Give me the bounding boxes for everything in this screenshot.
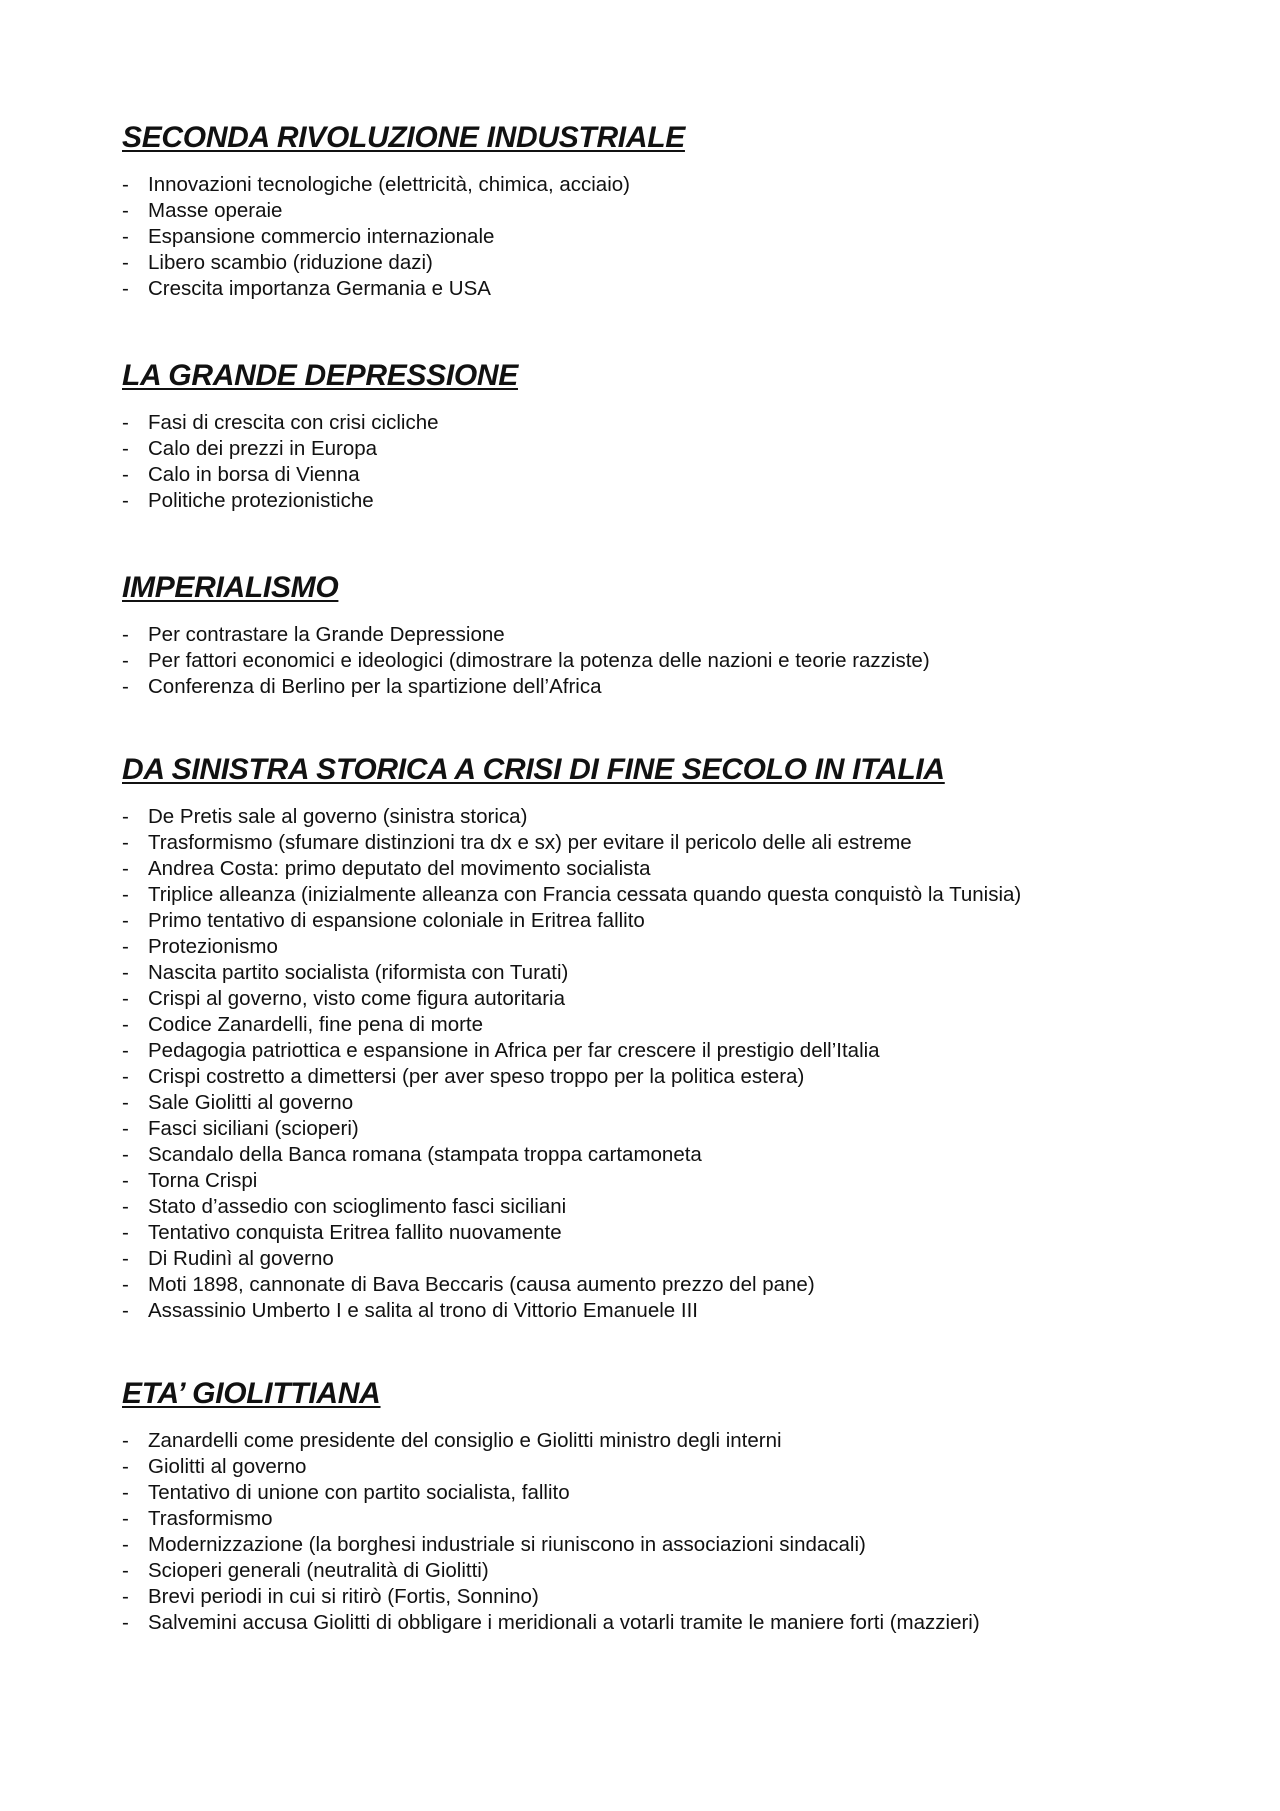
list-item-text: Trasformismo [148, 1507, 273, 1530]
dash-bullet-icon: - [122, 909, 129, 932]
list-item [122, 436, 1202, 462]
list-item [122, 198, 1202, 224]
list-item-text: Calo dei prezzi in Europa [148, 437, 378, 460]
list-item-text: Sale Giolitti al governo [148, 1091, 354, 1114]
dash-bullet-icon: - [122, 1247, 129, 1270]
section-grande-depressione [122, 358, 1202, 514]
dash-bullet-icon: - [122, 1299, 129, 1322]
dash-bullet-icon: - [122, 1507, 129, 1530]
list-item [122, 1012, 1202, 1038]
list-item-text: Masse operaie [148, 199, 283, 222]
dash-bullet-icon: - [122, 251, 129, 274]
list-item [122, 1194, 1202, 1220]
list-item-text: Politiche protezionistiche [148, 489, 374, 512]
dash-bullet-icon: - [122, 1221, 129, 1244]
list-item-text: Stato d’assedio con scioglimento fasci siciliani [148, 1195, 567, 1218]
dash-bullet-icon: - [122, 199, 129, 222]
list-item [122, 1168, 1202, 1194]
list-item [122, 960, 1202, 986]
dash-bullet-icon: - [122, 935, 129, 958]
dash-bullet-icon: - [122, 883, 129, 906]
list-item-text: Tentativo conquista Eritrea fallito nuovamente [148, 1221, 562, 1244]
list-item-text: De Pretis sale al governo (sinistra storica) [148, 805, 528, 828]
list-item-text: Moti 1898, cannonate di Bava Beccaris (causa aumento prezzo del pane) [148, 1273, 815, 1296]
dash-bullet-icon: - [122, 463, 129, 486]
list-item [122, 908, 1202, 934]
dash-bullet-icon: - [122, 1013, 129, 1036]
dash-bullet-icon: - [122, 1559, 129, 1582]
list-item-text: Codice Zanardelli, fine pena di morte [148, 1013, 484, 1036]
section-spacer [122, 514, 1202, 570]
list-item [122, 1454, 1202, 1480]
list-item-text: Zanardelli come presidente del consiglio e Giolitti ministro degli interni [148, 1429, 782, 1452]
section-title: DA SINISTRA STORICA A CRISI DI FINE SECOLO IN ITALIA [122, 753, 945, 786]
section-title: LA GRANDE DEPRESSIONE [122, 359, 518, 392]
list-item-text: Scandalo della Banca romana (stampata troppa cartamoneta [148, 1143, 702, 1166]
list-item [122, 622, 1202, 648]
list-item-text: Crispi al governo, visto come figura autoritaria [148, 987, 566, 1010]
list-item-text: Salvemini accusa Giolitti di obbligare i meridionali a votarli tramite le maniere forti (mazzieri) [148, 1611, 980, 1634]
dash-bullet-icon: - [122, 1117, 129, 1140]
dash-bullet-icon: - [122, 1195, 129, 1218]
list-item-text: Per fattori economici e ideologici (dimostrare la potenza delle nazioni e teorie razziste) [148, 649, 930, 672]
list-item-text: Modernizzazione (la borghesi industriale si riuniscono in associazioni sindacali) [148, 1533, 866, 1556]
dash-bullet-icon: - [122, 1585, 129, 1608]
list-item-text: Andrea Costa: primo deputato del movimento socialista [148, 857, 651, 880]
list-item [122, 1142, 1202, 1168]
list-item-text: Espansione commercio internazionale [148, 225, 495, 248]
list-item [122, 462, 1202, 488]
list-item-text: Assassinio Umberto I e salita al trono di Vittorio Emanuele III [148, 1299, 698, 1322]
dash-bullet-icon: - [122, 1533, 129, 1556]
list-item [122, 882, 1202, 908]
section-title: ETA’ GIOLITTIANA [122, 1377, 381, 1410]
list-item [122, 1090, 1202, 1116]
list-item-text: Primo tentativo di espansione coloniale in Eritrea fallito [148, 909, 645, 932]
section-title: IMPERIALISMO [122, 571, 339, 604]
dash-bullet-icon: - [122, 675, 129, 698]
list-item [122, 1428, 1202, 1454]
list-item [122, 1246, 1202, 1272]
dash-bullet-icon: - [122, 225, 129, 248]
list-item [122, 1610, 1202, 1636]
list-item [122, 410, 1202, 436]
dash-bullet-icon: - [122, 437, 129, 460]
list-item [122, 830, 1202, 856]
list-item [122, 856, 1202, 882]
list-item [122, 804, 1202, 830]
dash-bullet-icon: - [122, 1429, 129, 1452]
bullet-list [122, 410, 1202, 514]
list-item-text: Di Rudinì al governo [148, 1247, 334, 1270]
list-item-text: Scioperi generali (neutralità di Giolitti) [148, 1559, 489, 1582]
dash-bullet-icon: - [122, 411, 129, 434]
bullet-list [122, 1428, 1202, 1636]
list-item [122, 1220, 1202, 1246]
list-item-text: Crispi costretto a dimettersi (per aver speso troppo per la politica estera) [148, 1065, 805, 1088]
list-item-text: Brevi periodi in cui si ritirò (Fortis, Sonnino) [148, 1585, 539, 1608]
list-item [122, 934, 1202, 960]
list-item-text: Conferenza di Berlino per la spartizione dell’Africa [148, 675, 602, 698]
dash-bullet-icon: - [122, 1273, 129, 1296]
dash-bullet-icon: - [122, 805, 129, 828]
list-item [122, 986, 1202, 1012]
list-item [122, 1480, 1202, 1506]
list-item-text: Fasi di crescita con crisi cicliche [148, 411, 439, 434]
list-item-text: Triplice alleanza (inizialmente alleanza con Francia cessata quando questa conquistò la Tunisia) [148, 883, 1022, 906]
list-item [122, 1038, 1202, 1064]
list-item-text: Pedagogia patriottica e espansione in Africa per far crescere il prestigio dell’Italia [148, 1039, 880, 1062]
list-item [122, 1272, 1202, 1298]
section-spacer [122, 1324, 1202, 1376]
dash-bullet-icon: - [122, 1065, 129, 1088]
dash-bullet-icon: - [122, 277, 129, 300]
list-item [122, 250, 1202, 276]
list-item [122, 1584, 1202, 1610]
list-item-text: Protezionismo [148, 935, 278, 958]
dash-bullet-icon: - [122, 1039, 129, 1062]
list-item [122, 1506, 1202, 1532]
list-item-text: Giolitti al governo [148, 1455, 307, 1478]
section-spacer [122, 700, 1202, 752]
dash-bullet-icon: - [122, 1143, 129, 1166]
dash-bullet-icon: - [122, 1611, 129, 1634]
list-item [122, 1064, 1202, 1090]
list-item [122, 1532, 1202, 1558]
list-item [122, 674, 1202, 700]
dash-bullet-icon: - [122, 987, 129, 1010]
list-item-text: Trasformismo (sfumare distinzioni tra dx e sx) per evitare il pericolo delle ali estreme [148, 831, 912, 854]
bullet-list [122, 622, 1202, 700]
list-item-text: Fasci siciliani (scioperi) [148, 1117, 359, 1140]
section-title: SECONDA RIVOLUZIONE INDUSTRIALE [122, 121, 685, 154]
dash-bullet-icon: - [122, 1481, 129, 1504]
section-eta-giolittiana [122, 1376, 1202, 1636]
list-item-text: Libero scambio (riduzione dazi) [148, 251, 433, 274]
section-imperialismo [122, 570, 1202, 700]
document-page [122, 120, 1202, 1636]
list-item [122, 172, 1202, 198]
list-item [122, 1558, 1202, 1584]
dash-bullet-icon: - [122, 857, 129, 880]
bullet-list [122, 172, 1202, 302]
list-item [122, 488, 1202, 514]
list-item-text: Per contrastare la Grande Depressione [148, 623, 505, 646]
dash-bullet-icon: - [122, 489, 129, 512]
list-item [122, 1298, 1202, 1324]
bullet-list [122, 804, 1202, 1324]
dash-bullet-icon: - [122, 623, 129, 646]
dash-bullet-icon: - [122, 1169, 129, 1192]
list-item-text: Innovazioni tecnologiche (elettricità, chimica, acciaio) [148, 173, 630, 196]
list-item [122, 648, 1202, 674]
list-item-text: Torna Crispi [148, 1169, 258, 1192]
list-item [122, 224, 1202, 250]
list-item [122, 1116, 1202, 1142]
dash-bullet-icon: - [122, 831, 129, 854]
section-spacer [122, 302, 1202, 358]
list-item-text: Calo in borsa di Vienna [148, 463, 360, 486]
dash-bullet-icon: - [122, 173, 129, 196]
section-sinistra-storica [122, 752, 1202, 1324]
list-item-text: Crescita importanza Germania e USA [148, 277, 491, 300]
list-item-text: Tentativo di unione con partito socialista, fallito [148, 1481, 570, 1504]
section-seconda-rivoluzione [122, 120, 1202, 302]
list-item [122, 276, 1202, 302]
dash-bullet-icon: - [122, 1091, 129, 1114]
list-item-text: Nascita partito socialista (riformista con Turati) [148, 961, 569, 984]
dash-bullet-icon: - [122, 961, 129, 984]
dash-bullet-icon: - [122, 649, 129, 672]
dash-bullet-icon: - [122, 1455, 129, 1478]
